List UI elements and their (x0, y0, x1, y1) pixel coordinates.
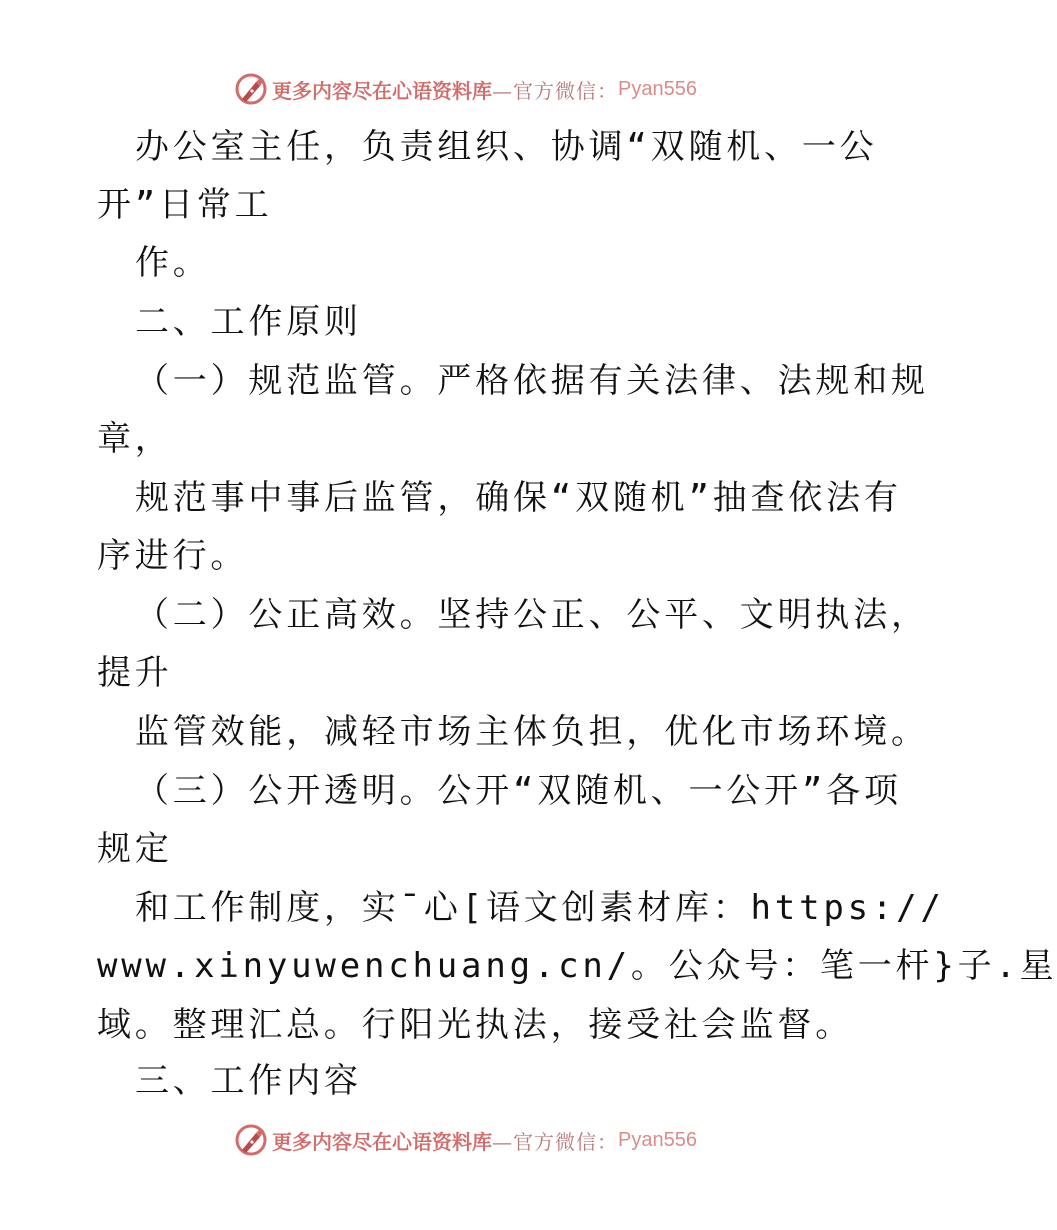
text-line: 和工作制度，实¯心[语文创素材库：https:// (135, 888, 945, 928)
text-line: 开”日常工 (97, 185, 273, 225)
text-line: 域。整理汇总。行阳光执法，接受社会监督。 (97, 1005, 853, 1045)
header-watermark (234, 71, 697, 107)
text-line: 提升 (97, 653, 173, 693)
watermark-wechat-id: Pyan556 (618, 77, 697, 100)
footer-watermark (234, 1122, 697, 1158)
text-line: 章， (97, 419, 173, 459)
text-line: 序进行。 (97, 536, 249, 576)
text-line: （二）公正高效。坚持公正、公平、文明执法， (135, 595, 929, 635)
watermark-wechat-id: Pyan556 (618, 1128, 697, 1151)
text-line: 办公室主任，负责组织、协调“双随机、一公 (135, 127, 878, 167)
text-line: 作。 (135, 243, 211, 283)
text-line: （三）公开透明。公开“双随机、一公开”各项 (135, 771, 902, 811)
watermark-main-text: 更多内容尽在心语资料库 (272, 1129, 492, 1154)
fountain-pen-logo-icon (234, 72, 268, 106)
watermark-main-text: 更多内容尽在心语资料库 (272, 78, 492, 103)
watermark-wechat-label: —官方微信： (492, 78, 618, 103)
text-line: 规范事中事后监管，确保“双随机”抽查依法有 (135, 478, 902, 518)
text-line: 规定 (97, 829, 173, 869)
text-line: www.xinyuwenchuang.cn/。公众号：笔一杆}子.星 (97, 946, 1057, 986)
fountain-pen-logo-icon (234, 1123, 268, 1157)
text-line: （一）规范监管。严格依据有关法律、法规和规 (135, 361, 929, 401)
section-heading: 三、工作内容 (135, 1061, 362, 1101)
section-heading: 二、工作原则 (135, 302, 362, 342)
text-line: 监管效能，减轻市场主体负担，优化市场环境。 (135, 712, 929, 752)
watermark-wechat-label: —官方微信： (492, 1129, 618, 1154)
